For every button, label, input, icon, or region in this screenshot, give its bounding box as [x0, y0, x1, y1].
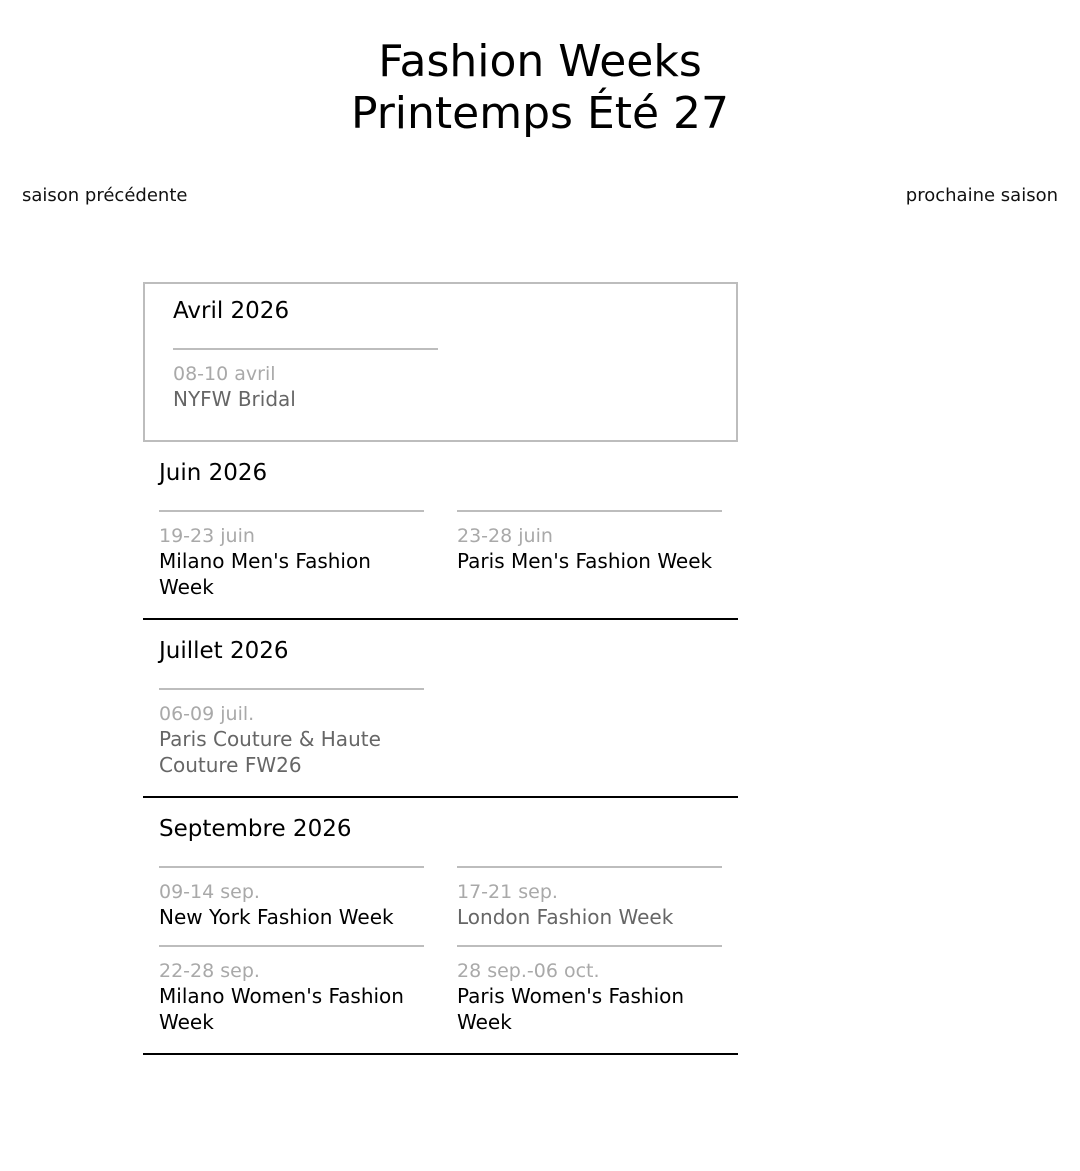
next-season-link[interactable]: prochaine saison — [905, 185, 1058, 206]
event-card[interactable] — [457, 866, 722, 930]
month-title: Avril 2026 — [173, 298, 290, 324]
event-list — [159, 510, 722, 600]
event-card[interactable] — [159, 866, 424, 930]
event-name: NYFW Bridal — [173, 387, 296, 411]
event-name: Paris Men's Fashion Week — [457, 549, 713, 573]
page-title-line-1: Fashion Weeks — [378, 36, 702, 87]
page-title-line-2: Printemps Été 27 — [350, 88, 730, 139]
event-name: Paris Couture & Haute Couture FW26 — [159, 727, 381, 777]
event-card[interactable] — [457, 510, 722, 600]
event-card[interactable] — [173, 348, 438, 412]
event-list — [173, 348, 722, 412]
event-list — [159, 688, 722, 778]
event-name: London Fashion Week — [457, 905, 674, 929]
month-title: Juillet 2026 — [159, 638, 289, 664]
event-dates: 19-23 juin — [159, 525, 255, 547]
event-dates: 09-14 sep. — [159, 881, 260, 903]
event-card[interactable] — [159, 945, 424, 1035]
page-title — [0, 36, 1080, 140]
event-dates: 17-21 sep. — [457, 881, 558, 903]
event-dates: 23-28 juin — [457, 525, 553, 547]
event-card[interactable] — [159, 688, 424, 778]
month-section-juin-2026 — [143, 442, 738, 620]
previous-season-link[interactable]: saison précédente — [22, 185, 188, 206]
event-name: New York Fashion Week — [159, 905, 394, 929]
event-name: Paris Women's Fashion Week — [457, 984, 685, 1034]
event-card[interactable] — [159, 510, 424, 600]
event-name: Milano Men's Fashion Week — [159, 549, 371, 599]
event-dates: 08-10 avril — [173, 363, 276, 385]
event-list — [159, 866, 722, 1035]
month-section-juillet-2026 — [143, 620, 738, 798]
event-card[interactable] — [457, 945, 722, 1035]
month-title: Juin 2026 — [159, 460, 268, 486]
month-section-septembre-2026 — [143, 798, 738, 1055]
event-dates: 06-09 juil. — [159, 703, 255, 725]
month-section-avril-2026 — [143, 282, 738, 442]
season-calendar — [143, 282, 738, 1055]
event-dates: 28 sep.-06 oct. — [457, 960, 600, 982]
event-dates: 22-28 sep. — [159, 960, 260, 982]
month-title: Septembre 2026 — [159, 816, 352, 842]
event-name: Milano Women's Fashion Week — [159, 984, 404, 1034]
